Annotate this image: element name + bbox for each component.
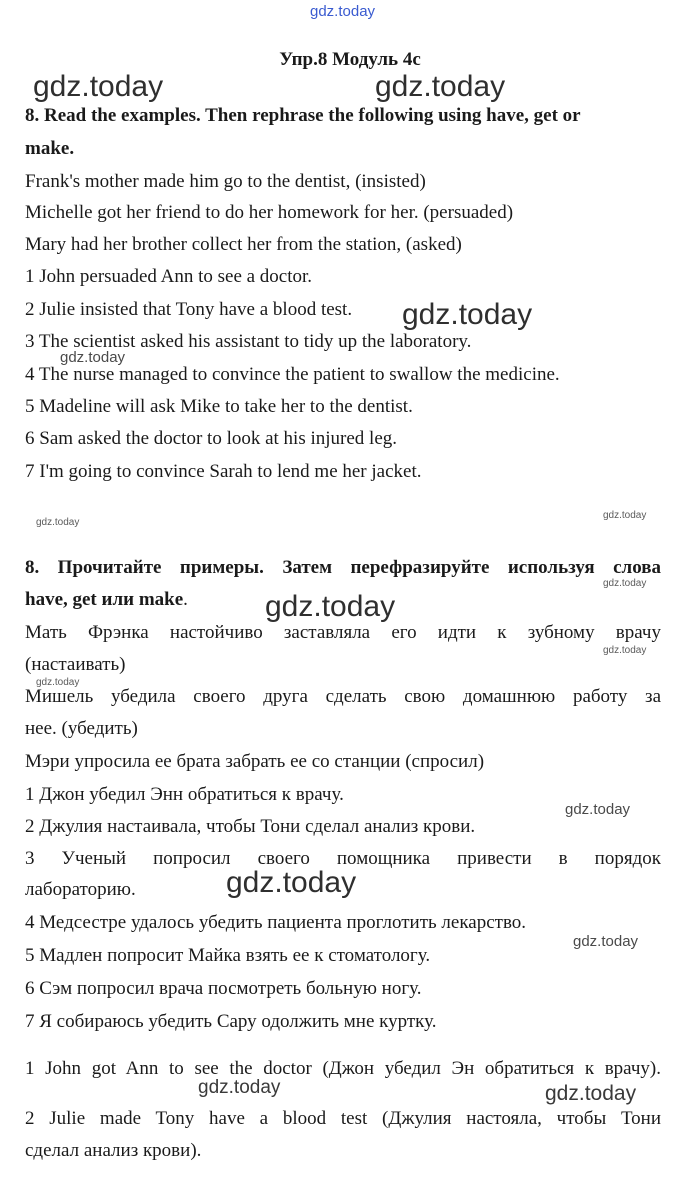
english-example-1: Frank's mother made him go to the dentist, (insisted)	[25, 171, 426, 192]
watermark: gdz.today	[573, 933, 639, 950]
answer-1: 1 John got Ann to see the doctor (Джон убедил Эн обратиться к врачу).	[25, 1058, 661, 1079]
russian-task-period: .	[183, 589, 188, 610]
russian-example-1-cont: (настаивать)	[25, 654, 126, 675]
russian-task-keywords: have, get или make	[25, 589, 184, 610]
watermark: gdz.today	[603, 645, 647, 656]
russian-item-3-cont: лабораторию.	[25, 879, 136, 900]
russian-item-2: 2 Джулия настаивала, чтобы Тони сделал анализ крови.	[25, 816, 476, 837]
watermark: gdz.today	[565, 801, 631, 818]
answer-2: 2 Julie made Tony have a blood test (Джулия настояла, чтобы Тони	[25, 1108, 661, 1129]
russian-example-1: Мать Фрэнка настойчиво заставляла его идти к зубному врачу	[25, 622, 661, 643]
russian-item-7: 7 Я собираюсь убедить Сару одолжить мне куртку.	[25, 1011, 437, 1032]
watermark: gdz.today	[603, 578, 647, 589]
watermark: gdz.today	[402, 298, 533, 331]
watermark: gdz.today	[545, 1082, 637, 1105]
english-item-5: 5 Madeline will ask Mike to take her to the dentist.	[25, 396, 413, 417]
russian-item-1: 1 Джон убедил Энн обратиться к врачу.	[25, 784, 344, 805]
watermark: gdz.today	[265, 590, 396, 623]
russian-task-line-2	[25, 588, 188, 612]
english-item-7: 7 I'm going to convince Sarah to lend me her jacket.	[25, 461, 422, 482]
english-item-2: 2 Julie insisted that Tony have a blood test.	[25, 299, 353, 320]
watermark: gdz.today	[60, 349, 126, 366]
russian-item-5: 5 Мадлен попросит Майка взять ее к стоматологу.	[25, 945, 431, 966]
english-item-6: 6 Sam asked the doctor to look at his injured leg.	[25, 428, 398, 449]
watermark: gdz.today	[33, 70, 164, 103]
english-item-1: 1 John persuaded Ann to see a doctor.	[25, 266, 313, 287]
russian-item-6: 6 Сэм попросил врача посмотреть больную ногу.	[25, 978, 422, 999]
watermark: gdz.today	[36, 517, 80, 528]
english-item-3: 3 The scientist asked his assistant to tidy up the laboratory.	[25, 331, 472, 352]
russian-example-2-cont: нее. (убедить)	[25, 718, 138, 739]
watermark: gdz.today	[36, 677, 80, 688]
watermark: gdz.today	[226, 866, 357, 899]
watermark: gdz.today	[603, 510, 647, 521]
watermark-top: gdz.today	[310, 3, 376, 20]
english-example-2: Michelle got her friend to do her homework for her. (persuaded)	[25, 202, 514, 223]
watermark: gdz.today	[375, 70, 506, 103]
watermark: gdz.today	[198, 1077, 281, 1098]
english-item-4: 4 The nurse managed to convince the patient to swallow the medicine.	[25, 364, 560, 385]
russian-task-line-1: 8. Прочитайте примеры. Затем перефразируйте используя слова	[25, 557, 661, 578]
russian-item-4: 4 Медсестре удалось убедить пациента проглотить лекарство.	[25, 912, 527, 933]
russian-example-2: Мишель убедила своего друга сделать свою домашнюю работу за	[25, 686, 661, 707]
russian-item-3: 3 Ученый попросил своего помощника привести в порядок	[25, 848, 661, 869]
english-example-3: Mary had her brother collect her from the station, (asked)	[25, 234, 462, 255]
russian-example-3: Мэри упросила ее брата забрать ее со станции (спросил)	[25, 751, 485, 772]
english-task-line-1: 8. Read the examples. Then rephrase the following using have, get or	[25, 105, 581, 126]
answer-2-cont: сделал анализ крови).	[25, 1140, 202, 1161]
english-task-line-2: make.	[25, 138, 75, 159]
page-title: Упр.8 Модуль 4c	[279, 49, 421, 70]
